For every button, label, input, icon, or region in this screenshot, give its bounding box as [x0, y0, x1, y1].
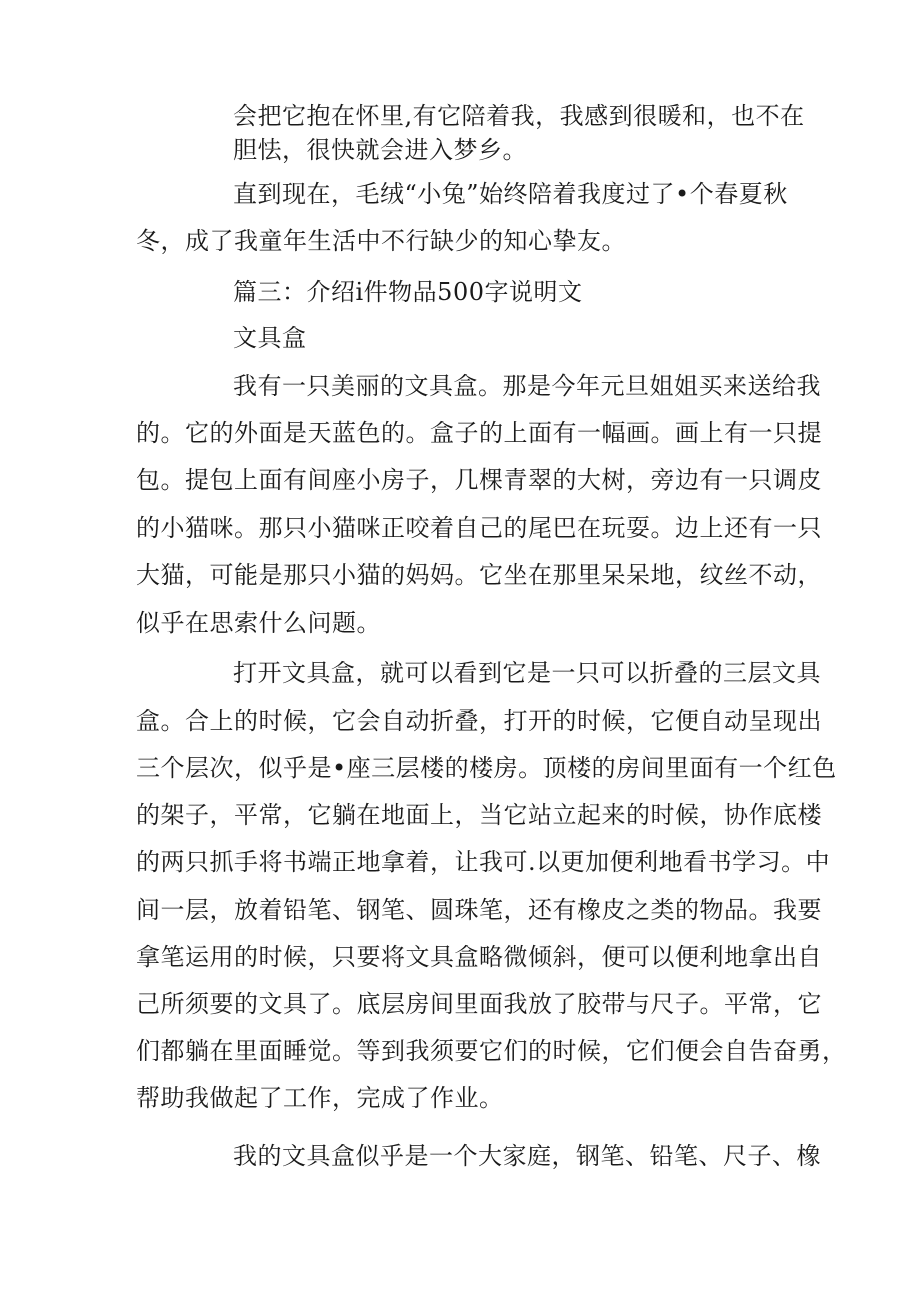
article-title: 文具盒: [233, 324, 307, 352]
text-line: 间一层，放着铅笔、钢笔、圆珠笔，还有橡皮之类的物品。我要: [136, 896, 822, 924]
text-line: 直到现在，毛绒“小兔”始终陪着我度过了•个春夏秋: [233, 180, 788, 208]
text-line: 的两只抓手将书端正地拿着，让我可.以更加便利地看书学习。中: [136, 848, 831, 876]
text-line: 的小猫咪。那只小猫咪正咬着自己的尾巴在玩耍。边上还有一只: [136, 514, 822, 542]
text-line: 打开文具盒，就可以看到它是一只可以折叠的三层文具: [233, 659, 821, 687]
text-line: 三个层次，似乎是•座三层楼的楼房。顶楼的房间里面有一个红色: [136, 754, 837, 782]
text-line: 己所须要的文具了。底层房间里面我放了胶带与尺子。平常，它: [136, 990, 822, 1018]
text-line: 似乎在思索什么问题。: [136, 609, 381, 637]
text-line: 们都躺在里面睡觉。等到我须要它们的时候，它们便会自告奋勇，: [136, 1037, 847, 1065]
text-line: 大猫，可能是那只小猫的妈妈。它坐在那里呆呆地，纹丝不动，: [136, 561, 822, 589]
text-line: 冬，成了我童年生活中不行缺少的知心挚友。: [136, 227, 626, 255]
text-line: 拿笔运用的时候，只要将文具盒略微倾斜，便可以便利地拿出自: [136, 943, 822, 971]
text-line: 的。它的外面是天蓝色的。盒子的上面有一幅画。画上有一只提: [136, 419, 822, 447]
text-line: 会把它抱在怀里,有它陪着我，我感到很暖和，也不在: [233, 102, 805, 130]
text-line: 盒。合上的时候，它会自动折叠，打开的时候，它便自动呈现出: [136, 707, 822, 735]
text-line: 帮助我做起了工作，完成了作业。: [136, 1084, 504, 1112]
text-line: 的架子，平常，它躺在地面上，当它站立起来的时候，协作底楼: [136, 801, 822, 829]
text-line: 胆怯，很快就会进入梦乡。: [233, 136, 527, 164]
section-heading: 篇三：介绍i件物品500字说明文: [233, 278, 583, 306]
text-line: 我有一只美丽的文具盒。那是今年元旦姐姐买来送给我: [233, 372, 821, 400]
text-line: 包。提包上面有间座小房子，几棵青翠的大树，旁边有一只调皮: [136, 466, 822, 494]
text-line: 我的文具盒似乎是一个大家庭，钢笔、铅笔、尺子、橡: [233, 1142, 821, 1170]
